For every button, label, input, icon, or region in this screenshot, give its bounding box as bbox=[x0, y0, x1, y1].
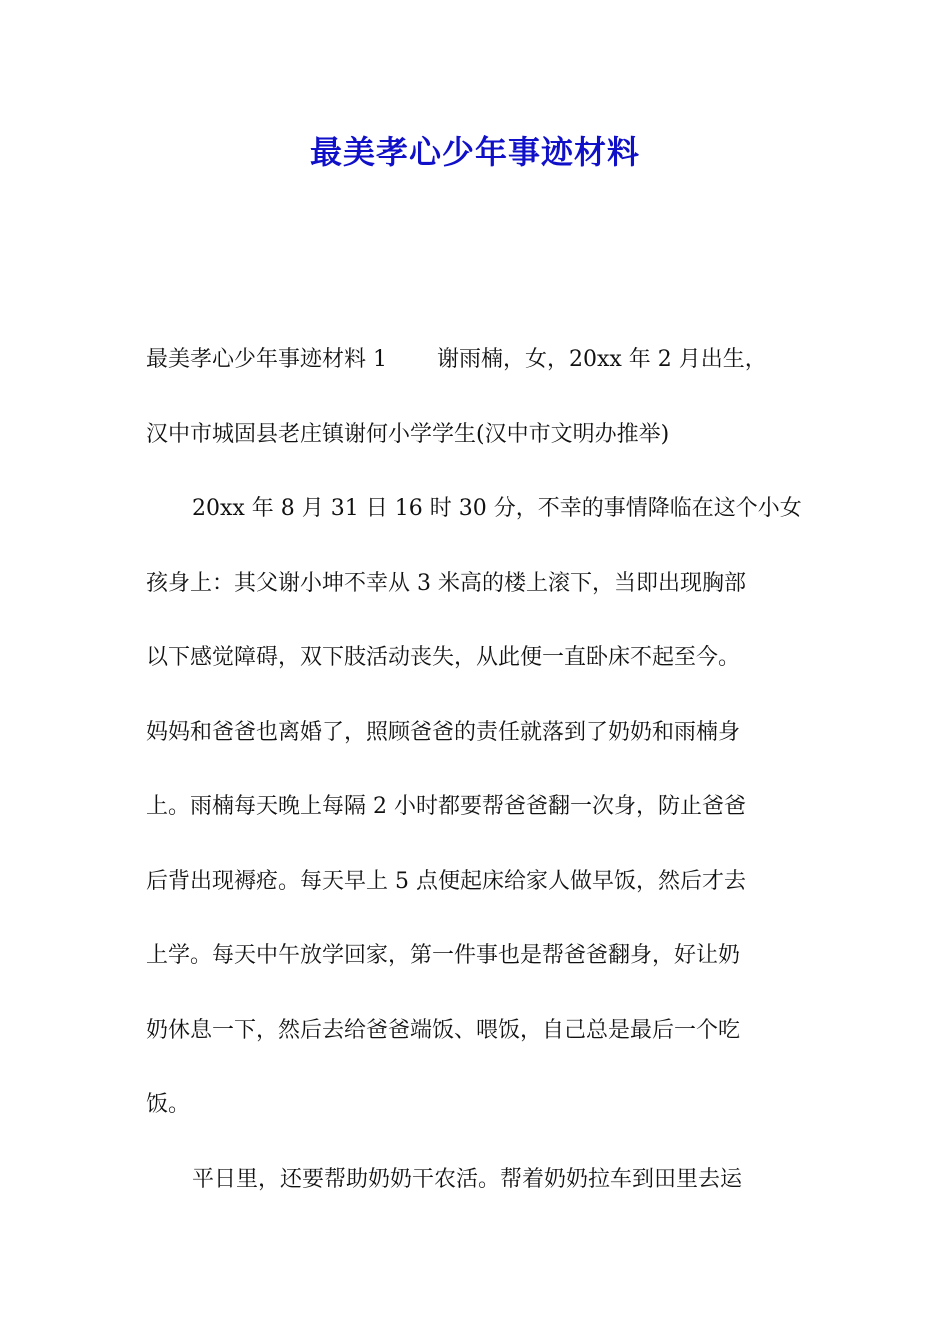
section-heading: 最美孝心少年事迹材料 1 bbox=[146, 347, 387, 372]
text-line: 妈妈和爸爸也离婚了，照顾爸爸的责任就落到了奶奶和雨楠身 bbox=[146, 719, 741, 745]
text-line: 后背出现褥疮。每天早上 5 点便起床给家人做早饭，然后才去 bbox=[146, 868, 746, 894]
text-line bbox=[146, 336, 810, 411]
text-line: 以下感觉障碍，双下肢活动丧失，从此便一直卧床不起至今。 bbox=[146, 645, 741, 670]
document-body bbox=[146, 336, 810, 1230]
text-line: 平日里，还要帮助奶奶干农活。帮着奶奶拉车到田里去运 bbox=[192, 1166, 743, 1192]
text-line: 孩身上：其父谢小坤不幸从 3 米高的楼上滚下，当即出现胸部 bbox=[146, 570, 746, 596]
text-line: 上学。每天中午放学回家，第一件事也是帮爸爸翻身，好让奶 bbox=[146, 943, 741, 968]
text-line: 饭。 bbox=[146, 1092, 191, 1117]
text-line: 上。雨楠每天晚上每隔 2 小时都要帮爸爸翻一次身，防止爸爸 bbox=[146, 794, 746, 819]
document-title: 最美孝心少年事迹材料 bbox=[309, 133, 640, 171]
text-line: 奶休息一下，然后去给爸爸端饭、喂饭，自己总是最后一个吃 bbox=[146, 1017, 741, 1043]
text-line: 20xx 年 8 月 31 日 16 时 30 分，不幸的事情降临在这个小女 bbox=[192, 496, 802, 521]
text-line: 汉中市城固县老庄镇谢何小学学生(汉中市文明办推举) bbox=[146, 421, 670, 447]
text-line-continuation: 谢雨楠，女，20xx 年 2 月出生， bbox=[437, 347, 767, 372]
